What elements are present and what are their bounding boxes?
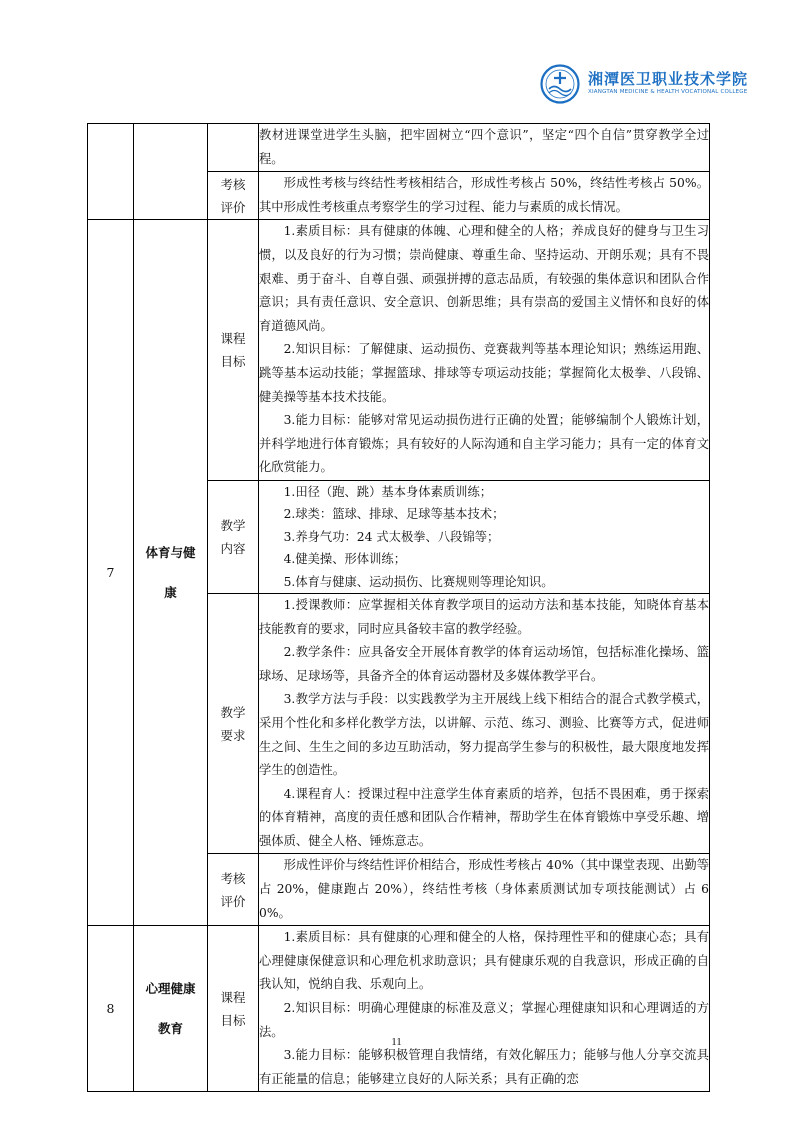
prev-assess-label: 考核评价 [208,172,259,220]
course-8-goal-2: 2.知识目标：明确心理健康的标准及意义；掌握心理健康知识和心理调适的方法。 [259,1001,709,1039]
course-8-goals-label: 课程目标 [208,926,259,1092]
course-7-goals-label: 课程目标 [208,220,259,481]
course-7-req-label: 教学要求 [208,593,259,854]
table-row [88,926,710,1092]
course-7-number: 7 [88,220,134,926]
course-7-assess-text: 形成性评价与终结性评价相结合，形成性考核占 40%（其中课堂表现、出勤等占 20%，健康跑占 20%），终结性考核（身体素质测试加专项技能测试）占 60%。 [259,858,709,920]
course-7-requirements [259,593,710,854]
course-7-name: 体育与健康 [134,220,208,926]
prev-assess-text: 形成性考核与终结性考核相结合，形成性考核占 50%，终结性考核占 50%。其中形成性考核重点考察学生的学习过程、能力与素质的成长情况。 [259,176,709,214]
prev-content-cell [259,124,710,172]
course-7-req-1: 1.授课教师：应掌握相关体育教学项目的运动方法和基本技能，知晓体育基本技能教育的要求，同时应具备较丰富的教学经验。 [259,597,709,636]
college-emblem-icon [540,64,580,104]
course-7-content-2: 2.球类：篮球、排球、足球等基本技术； [283,507,505,522]
course-7-assess-label: 考核评价 [208,854,259,926]
course-8-goal-1: 1.素质目标：具有健康的心理和健全的人格，保持理性平和的健康心态；具有心理健康保健意识和心理危机求助意识；具有健康乐观的自我意识，形成正确的自我认知，悦纳自我、乐观向上。 [259,930,709,992]
course-7-goal-3: 3.能力目标：能够对常见运动损伤进行正确的处置；能够编制个人锻炼计划，并科学地进行体育锻炼；具有较好的人际沟通和自主学习能力；具有一定的体育文化欣赏能力。 [259,413,709,475]
course-8-name: 心理健康教育 [134,926,208,1092]
table-row [88,220,710,481]
prev-continuation-text: 教材进课堂进学生头脑，把牢固树立“四个意识”，坚定“四个自信”贯穿教学全过程。 [259,128,709,166]
curriculum-table [87,123,710,1092]
college-logo [540,64,749,108]
course-7-content-3: 3.养身气功：24 式太极拳、八段锦等； [283,529,500,544]
course-7-content [259,480,710,593]
course-8-goal-3: 3.能力目标：能够积极管理自我情绪，有效化解压力；能够与他人分享交流具有正能量的信息；能够建立良好的人际关系；具有正确的恋 [259,1048,709,1086]
course-7-req-2: 2.教学条件：应具备安全开展体育教学的体育运动场馆，包括标准化操场、篮球场、足球场等，具备齐全的体育运动器材及多媒体教学平台。 [259,645,709,683]
table-row [88,124,710,172]
prev-assess-content [259,172,710,220]
course-7-assess [259,854,710,926]
course-7-content-label: 教学内容 [208,480,259,593]
course-7-goal-1: 1.素质目标：具有健康的体魄、心理和健全的人格；养成良好的健身与卫生习惯，以及良好的行为习惯；崇尚健康、尊重生命、坚持运动、开朗乐观；具有不畏艰难、勇于奋斗、自尊自强、顽强拼搏的意志品质，有较强的集体意识和团队合作意识；具有责任意识、安全意识、创新思维；具有崇高的爱国主义情怀和良好的体育道德风尚。 [259,224,709,333]
college-name-en: XIANGTAN MEDICINE & HEALTH VOCATIONAL COLLEGE [588,89,748,95]
course-7-content-5: 5.体育与健康、运动损伤、比赛规则等理论知识。 [283,574,554,589]
course-7-content-4: 4.健美操、形体训练； [283,552,406,567]
course-8-number: 8 [88,926,134,1092]
prev-num-cell [88,124,134,220]
prev-name-cell [134,124,208,220]
college-name-cn: 湘潭医卫职业技术学院 [588,70,749,88]
course-7-content-1: 1.田径（跑、跳）基本身体素质训练； [283,484,493,499]
course-8-goals [259,926,710,1092]
page-number: 11 [391,1036,402,1048]
prev-label-cell [208,124,259,172]
course-7-req-4: 4.课程育人：授课过程中注意学生体育素质的培养，包括不畏困难，勇于探索的体育精神，高度的责任感和团队合作精神，帮助学生在体育锻炼中享受乐趣、增强体质、健全人格、锤炼意志。 [259,786,709,848]
course-7-req-3: 3.教学方法与手段：以实践教学为主开展线上线下相结合的混合式教学模式，采用个性化和多样化教学方法，以讲解、示范、练习、测验、比赛等方式，促进师生之间、生生之间的多边互助活动，努力提高学生参与的积极性，最大限度地发挥学生的创造性。 [259,692,709,778]
course-7-goals [259,220,710,481]
course-7-goal-2: 2.知识目标：了解健康、运动损伤、竞赛裁判等基本理论知识；熟练运用跑、跳等基本运动技能；掌握篮球、排球等专项运动技能；掌握简化太极拳、八段锦、健美操等基本技术技能。 [259,342,709,404]
